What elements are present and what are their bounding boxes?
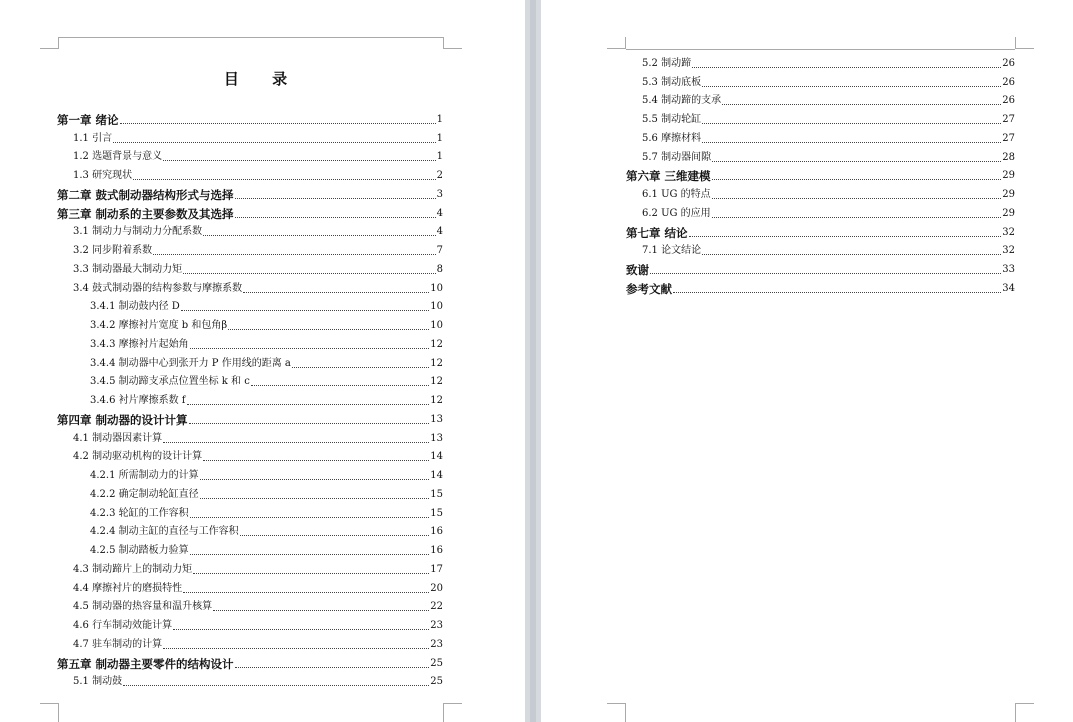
toc-entry[interactable] [57, 351, 443, 370]
toc-page-number: 12 [430, 357, 443, 369]
toc-entry-title: 4.2.3 轮缸的工作容积 [90, 507, 189, 519]
toc-entry[interactable] [57, 107, 443, 126]
toc-page-number: 13 [430, 432, 443, 444]
toc-dot-leader [200, 498, 430, 499]
toc-entry[interactable] [57, 426, 443, 445]
toc-entry[interactable] [57, 651, 443, 670]
toc-entry[interactable] [57, 520, 443, 539]
toc-page-number: 14 [430, 470, 443, 481]
toc-dot-leader [712, 161, 1001, 162]
toc-entry-title: 4.7 驻车制动的计算 [73, 638, 163, 650]
toc-page-number: 25 [430, 676, 443, 688]
toc-entry[interactable] [57, 163, 443, 182]
toc-entry-title: 4.4 摩擦衬片的磨损特性 [73, 582, 183, 594]
toc-entry[interactable] [57, 370, 443, 389]
toc-entry[interactable] [626, 201, 1015, 220]
toc-title: 目 录 [223, 70, 302, 88]
toc-page-number: 1 [436, 151, 443, 163]
toc-dot-leader [712, 179, 1002, 180]
toc-dot-leader [702, 142, 1001, 143]
toc-page-number: 28 [1002, 151, 1015, 163]
toc-entry-title: 3.4.4 制动器中心到张开力 P 作用线的距离 a [90, 357, 291, 369]
toc-entry-title: 4.5 制动器的热容量和温升核算 [73, 601, 213, 613]
toc-page-number: 27 [1002, 132, 1015, 144]
toc-entry-title: 3.4.3 摩擦衬片起始角 [90, 338, 189, 350]
toc-dot-leader [113, 142, 436, 143]
toc-page-number: 15 [430, 488, 443, 500]
toc-dot-leader [702, 254, 1001, 255]
toc-page-number: 29 [1002, 170, 1015, 182]
toc-entry[interactable] [626, 164, 1015, 183]
page-gutter-divider [530, 0, 536, 722]
toc-dot-leader [203, 235, 436, 236]
toc-entry[interactable] [626, 182, 1015, 201]
toc-page-number: 13 [430, 413, 443, 425]
toc-dot-leader [183, 592, 429, 593]
toc-entry[interactable] [57, 501, 443, 520]
toc-entry-title: 4.1 制动器因素计算 [73, 432, 163, 444]
toc-entry[interactable] [57, 201, 443, 220]
toc-entry[interactable] [57, 388, 443, 407]
toc-page-number: 2 [436, 170, 443, 181]
toc-entry-title: 第七章 结论 [626, 225, 688, 240]
toc-entry-title: 3.4.6 衬片摩擦系数 f [90, 395, 186, 406]
toc-entry[interactable] [57, 257, 443, 276]
toc-dot-leader [692, 67, 1001, 68]
toc-page-number: 15 [430, 507, 443, 519]
toc-entry-title: 5.2 制动蹄 [642, 57, 692, 69]
toc-dot-leader [193, 573, 429, 574]
toc-entry[interactable] [57, 632, 443, 651]
toc-page-number: 4 [436, 226, 443, 238]
toc-entry[interactable] [57, 145, 443, 164]
crop-mark-bottom-left [40, 703, 59, 722]
toc-dot-leader [190, 348, 430, 349]
toc-entry-title: 3.4.2 摩擦衬片宽度 b 和包角β [90, 320, 228, 331]
toc-entry[interactable] [626, 89, 1015, 108]
toc-entry-title: 7.1 论文结论 [642, 245, 702, 257]
toc-entry-title: 4.2.5 制动踏板力验算 [90, 545, 189, 556]
toc-dot-leader [243, 292, 429, 293]
toc-entry-title: 3.4.5 制动蹄支承点位置坐标 k 和 c [90, 376, 250, 388]
toc-dot-leader [200, 479, 430, 480]
toc-page-number: 20 [430, 582, 443, 594]
toc-entry-title: 第五章 制动器主要零件的结构设计 [57, 656, 234, 671]
toc-entry[interactable] [626, 107, 1015, 126]
toc-entry-title: 4.2.1 所需制动力的计算 [90, 470, 199, 481]
toc-page-number: 12 [430, 376, 443, 388]
toc-entry-title: 5.5 制动轮缸 [642, 114, 702, 125]
toc-entries-right [626, 51, 1015, 295]
toc-dot-leader [173, 629, 429, 630]
toc-page-number: 10 [430, 301, 443, 313]
toc-page-number: 1 [436, 113, 443, 125]
toc-dot-leader [163, 160, 436, 161]
toc-entry[interactable] [57, 276, 443, 295]
crop-mark-top-left [40, 37, 59, 49]
toc-entry[interactable] [57, 557, 443, 576]
toc-entry[interactable] [626, 145, 1015, 164]
toc-entry-title: 4.2.2 确定制动轮缸直径 [90, 488, 199, 500]
toc-entry[interactable] [626, 51, 1015, 70]
toc-entry-title: 3.2 同步附着系数 [73, 245, 153, 256]
toc-dot-leader [123, 685, 429, 686]
toc-dot-leader [702, 123, 1001, 124]
toc-entry[interactable] [57, 595, 443, 614]
toc-entry[interactable] [57, 332, 443, 351]
toc-entry-title: 3.1 制动力与制动力分配系数 [73, 226, 203, 238]
right-page [541, 0, 1073, 722]
toc-entry-title: 第四章 制动器的设计计算 [57, 412, 188, 427]
toc-entries-left [57, 107, 443, 688]
toc-entry-title: 3.3 制动器最大制动力矩 [73, 263, 183, 275]
toc-page-number: 29 [1002, 189, 1015, 200]
toc-dot-leader [228, 329, 429, 330]
toc-entry-title: 1.1 引言 [73, 132, 113, 144]
toc-entry-title: 1.2 选题背景与意义 [73, 151, 163, 163]
toc-page-number: 25 [430, 657, 443, 669]
toc-entry[interactable] [57, 613, 443, 632]
toc-dot-leader [650, 273, 1001, 274]
toc-dot-leader [203, 460, 429, 461]
toc-entry-title: 1.3 研究现状 [73, 170, 133, 181]
toc-dot-leader [183, 273, 436, 274]
toc-page-number: 4 [436, 207, 443, 219]
crop-mark-top-right [1015, 37, 1034, 49]
toc-entry-title: 5.1 制动鼓 [73, 676, 123, 688]
header-line [626, 49, 1015, 50]
toc-entry[interactable] [57, 538, 443, 557]
toc-dot-leader [213, 610, 429, 611]
toc-dot-leader [673, 292, 1001, 293]
toc-entry-title: 4.6 行车制动效能计算 [73, 620, 173, 631]
toc-dot-leader [189, 423, 430, 424]
toc-page-number: 27 [1002, 114, 1015, 125]
toc-page-number: 10 [430, 282, 443, 294]
toc-page-number: 29 [1002, 207, 1015, 219]
crop-mark-top-left [607, 37, 626, 49]
toc-page-number: 26 [1002, 76, 1015, 88]
crop-mark-top-right [443, 37, 462, 49]
toc-page-number: 17 [430, 563, 443, 575]
toc-entry[interactable] [57, 182, 443, 201]
toc-entry-title: 3.4 鼓式制动器的结构参数与摩擦系数 [73, 282, 243, 294]
toc-entry-title: 第一章 绪论 [57, 112, 119, 127]
toc-entry[interactable] [57, 407, 443, 426]
toc-entry-title: 参考文献 [626, 281, 672, 296]
toc-entry-title: 4.2.4 制动主缸的直径与工作容积 [90, 526, 239, 538]
toc-page-number: 14 [430, 451, 443, 463]
toc-entry-title: 第三章 制动系的主要参数及其选择 [57, 206, 234, 221]
toc-page-number: 1 [436, 132, 443, 144]
toc-dot-leader [689, 236, 1002, 237]
toc-entry[interactable] [626, 126, 1015, 145]
toc-page-number: 32 [1002, 245, 1015, 257]
toc-page-number: 26 [1002, 57, 1015, 69]
toc-entry[interactable] [57, 670, 443, 689]
toc-dot-leader [712, 198, 1002, 199]
toc-dot-leader [292, 367, 429, 368]
toc-page-number: 33 [1002, 264, 1015, 275]
toc-entry[interactable] [626, 239, 1015, 258]
toc-entry[interactable] [626, 220, 1015, 239]
toc-page-number: 34 [1002, 282, 1015, 294]
toc-entry-title: 4.3 制动蹄片上的制动力矩 [73, 563, 193, 575]
toc-page-number: 23 [430, 638, 443, 650]
toc-page-number: 12 [430, 338, 443, 350]
toc-entry-title: 第六章 三维建模 [626, 169, 711, 184]
toc-entry[interactable] [57, 126, 443, 145]
toc-entry-title: 第二章 鼓式制动器结构形式与选择 [57, 187, 234, 202]
toc-entry-title: 5.7 制动器间隙 [642, 151, 712, 163]
toc-entry-title: 5.6 摩擦材料 [642, 132, 702, 144]
toc-page-number: 3 [436, 188, 443, 200]
toc-entry-title: 5.4 制动蹄的支承 [642, 95, 722, 107]
toc-dot-leader [235, 198, 436, 199]
toc-entry[interactable] [626, 276, 1015, 295]
toc-page-number: 16 [430, 545, 443, 556]
toc-page-number: 8 [436, 263, 443, 275]
toc-entry[interactable] [57, 220, 443, 239]
toc-entry[interactable] [626, 70, 1015, 89]
toc-dot-leader [133, 179, 436, 180]
toc-dot-leader [163, 648, 429, 649]
toc-dot-leader [120, 123, 436, 124]
toc-page-number: 10 [430, 320, 443, 331]
toc-page-number: 32 [1002, 226, 1015, 238]
crop-mark-bottom-right [443, 703, 462, 722]
toc-page-number: 16 [430, 526, 443, 538]
toc-dot-leader [163, 442, 429, 443]
toc-dot-leader [240, 535, 430, 536]
toc-entry[interactable] [57, 295, 443, 314]
toc-entry[interactable] [626, 257, 1015, 276]
toc-dot-leader [235, 217, 436, 218]
toc-entry-title: 3.4.1 制动鼓内径 D [90, 301, 180, 313]
toc-page-number: 7 [436, 245, 443, 256]
toc-dot-leader [702, 86, 1001, 87]
toc-dot-leader [712, 217, 1002, 218]
toc-dot-leader [153, 254, 436, 255]
toc-page-number: 23 [430, 620, 443, 631]
toc-page-number: 26 [1002, 95, 1015, 107]
toc-entry[interactable] [57, 445, 443, 464]
toc-dot-leader [722, 104, 1001, 105]
toc-dot-leader [190, 517, 430, 518]
crop-mark-bottom-left [607, 703, 626, 722]
toc-entry[interactable] [57, 463, 443, 482]
left-page [0, 0, 525, 722]
toc-dot-leader [187, 404, 430, 405]
toc-dot-leader [251, 385, 429, 386]
crop-mark-bottom-right [1015, 703, 1034, 722]
toc-entry-title: 致谢 [626, 263, 649, 277]
toc-entry-title: 4.2 制动驱动机构的设计计算 [73, 451, 203, 463]
toc-entry[interactable] [57, 238, 443, 257]
toc-entry-title: 6.2 UG 的应用 [642, 207, 711, 219]
toc-entry-title: 6.1 UG 的特点 [642, 189, 711, 200]
header-line [59, 37, 443, 38]
toc-entry[interactable] [57, 482, 443, 501]
toc-dot-leader [190, 554, 430, 555]
toc-entry[interactable] [57, 313, 443, 332]
toc-dot-leader [181, 310, 429, 311]
toc-entry[interactable] [57, 576, 443, 595]
toc-dot-leader [235, 667, 430, 668]
toc-entry-title: 5.3 制动底板 [642, 76, 702, 88]
toc-page-number: 22 [430, 601, 443, 613]
toc-page-number: 12 [430, 395, 443, 406]
